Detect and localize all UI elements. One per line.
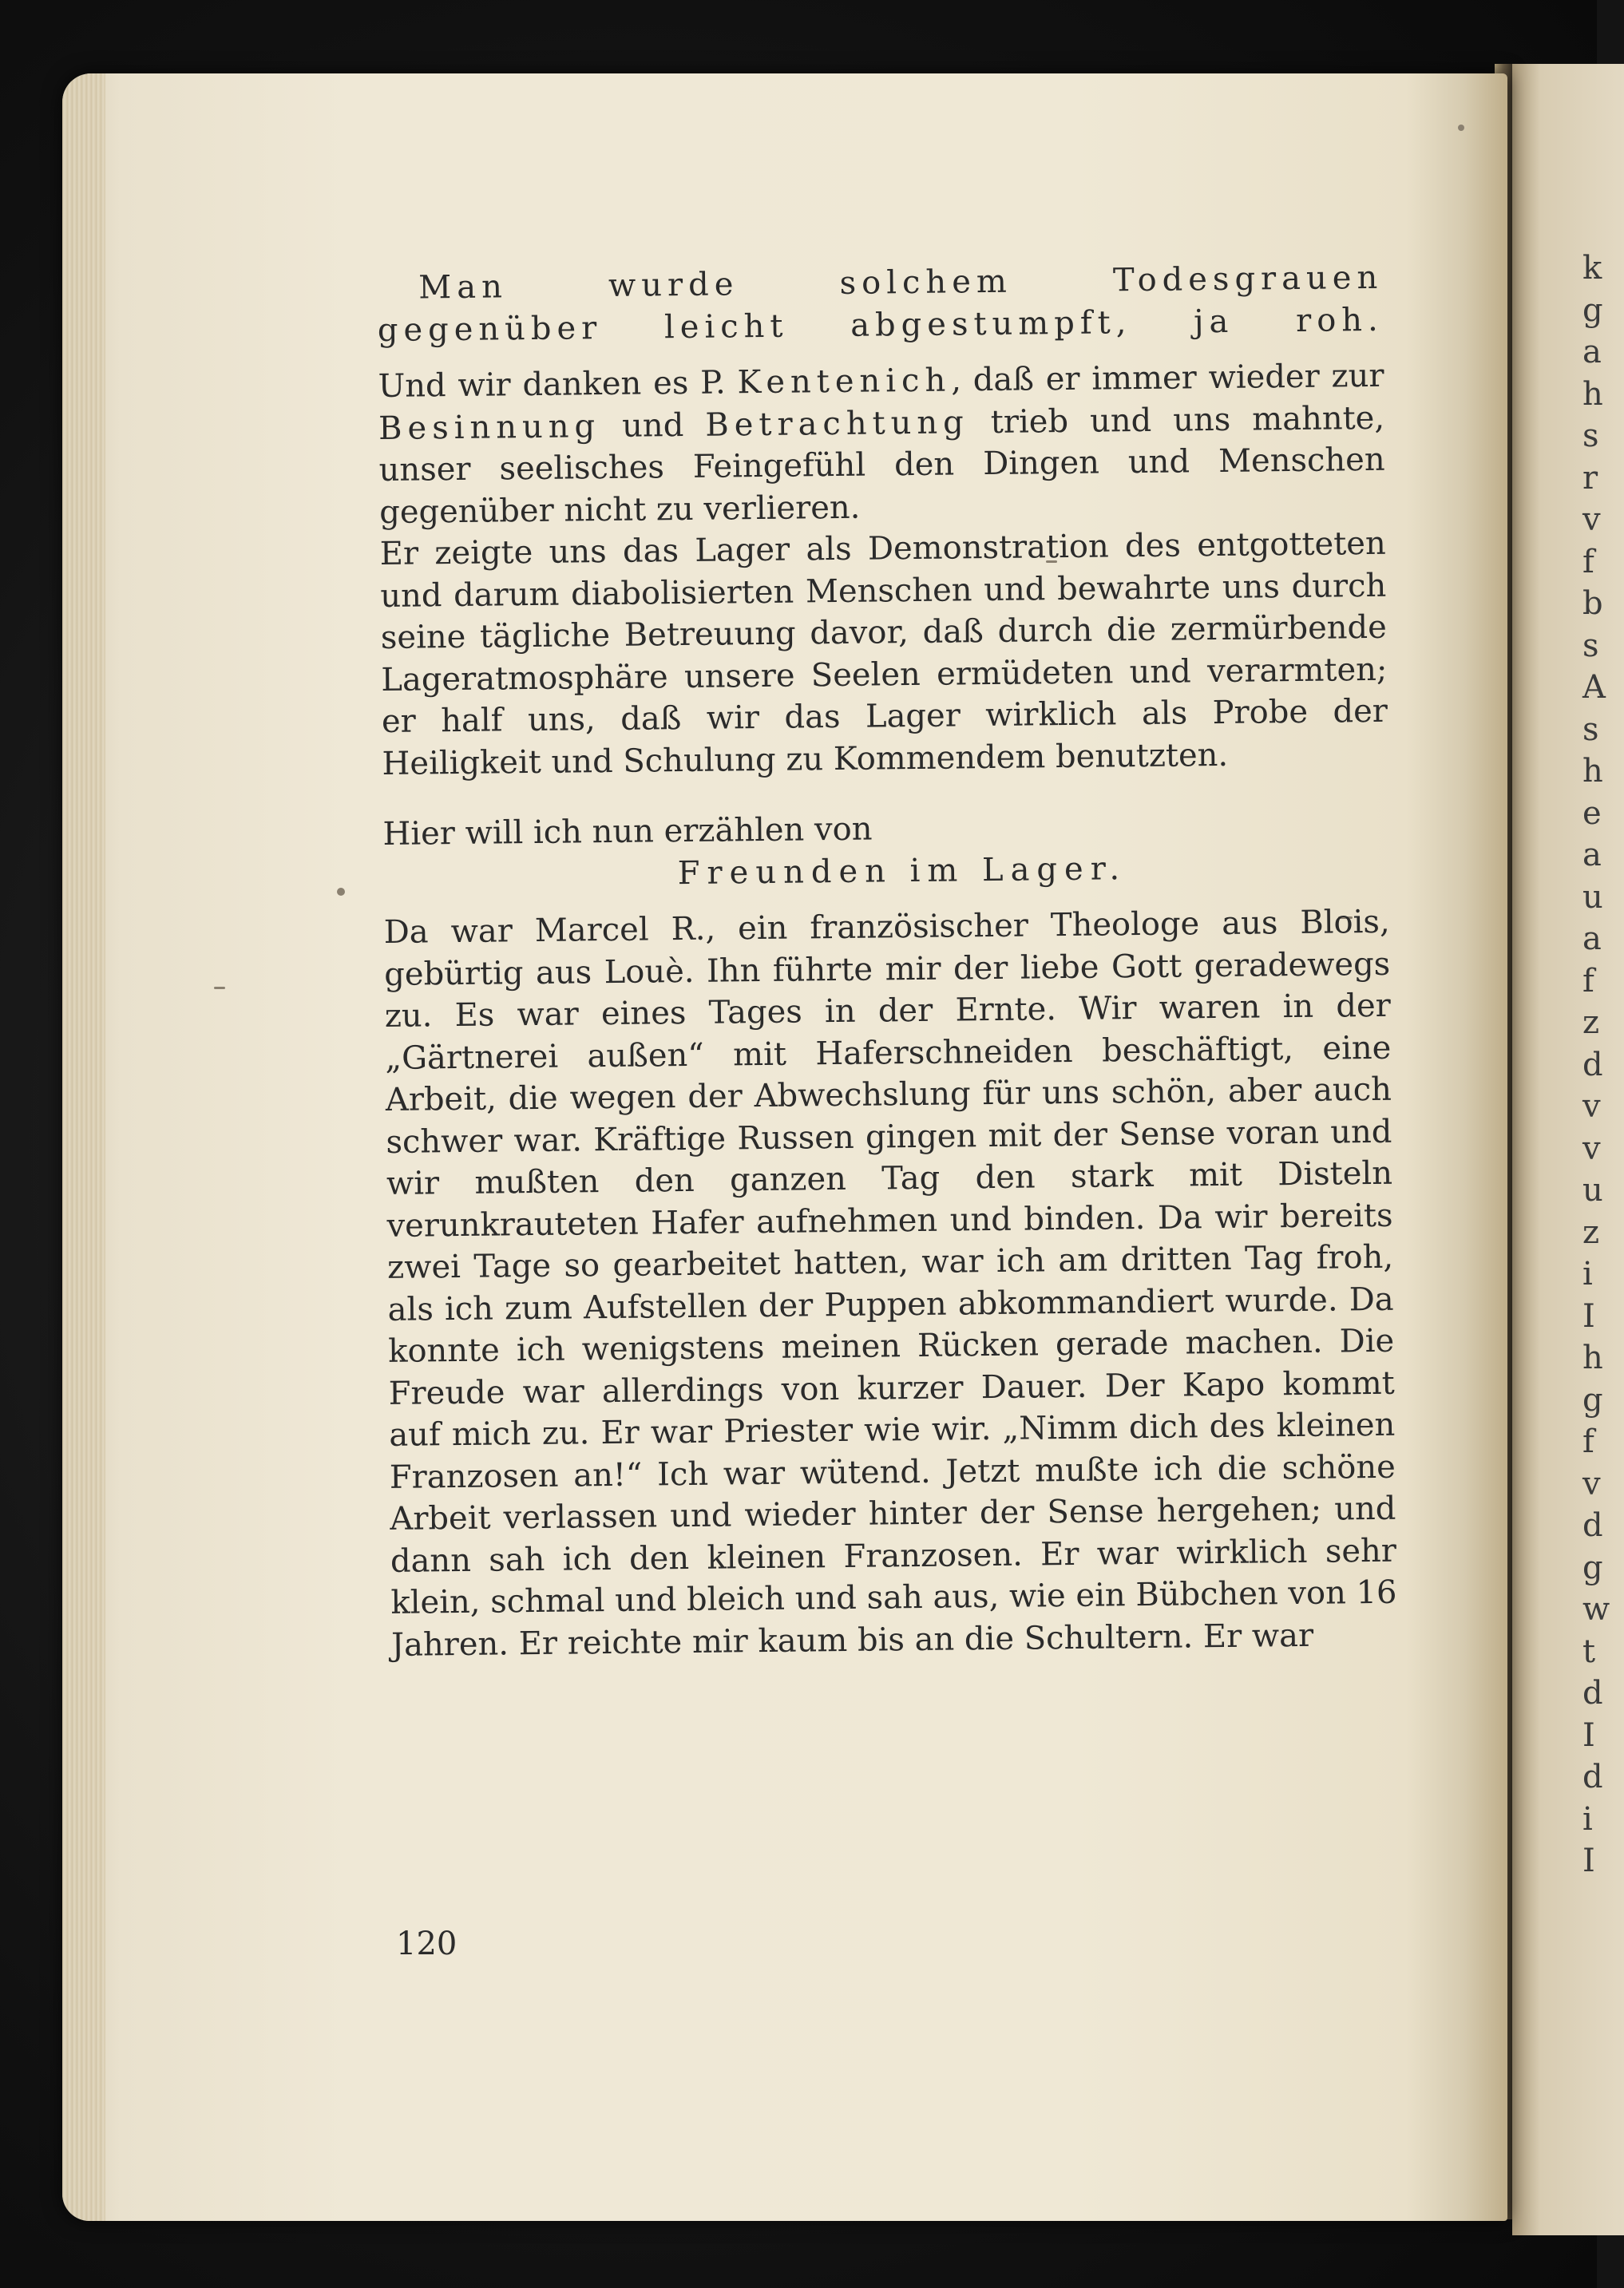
paragraph-2: Er zeigte uns das Lager als Demonstration des entgotteten und darum diabolisierten Menschen und bewahrte uns durch seine tägliche Betreuung davor, daß durch die zermürbende Lageratmosphäre unsere Seelen ermüdeten und verarmten; er half uns, daß wir das Lager wirklich als Probe der Heiligkeit und Schulung zu Kommendem benutzten. bbox=[379, 524, 1388, 782]
page-number: 120 bbox=[396, 1926, 457, 1962]
facing-page-text: k g a h s r v f b s A s h e a u a f z d v v u z i I h g f v d g w t d I d i I bbox=[1582, 250, 1610, 1879]
paragraph-1-text-a: Und wir danken es P. bbox=[378, 364, 738, 405]
intro-line-2: gegenüber leicht abgestumpft, ja roh. bbox=[377, 301, 1384, 349]
paragraph-1-text-b: , daß er immer wieder zur bbox=[950, 357, 1384, 399]
facing-page bbox=[1512, 64, 1624, 2235]
intro-sentence: Hier will ich nun erzählen von bbox=[382, 810, 873, 853]
paragraph-3: Da war Marcel R., ein französischer Theologe aus Blois, gebürtig aus Louè. Ihn führte mir der liebe Gott geradewegs zu. Es war eines Tages in der Ernte. Wir waren in der „Gärtnerei außen“ mit Haferschneiden beschäftigt, eine Arbeit, die wegen der Abwechslung für uns schön, aber auch schwer war. Kräftige Russen gingen mit der Sense voran und wir mußten den ganzen Tag den stark mit Disteln verunkrauteten Hafer aufnehmen und binden. Da wir bereits zwei Tage so gearbeitet hatten, war ich am dritten Tag froh, als ich zum Aufstellen der Puppen abkommandiert wurde. Da konnte ich wenigstens meinen Rücken gerade machen. Die Freude war allerdings von kurzer Dauer. Der Kapo kommt auf mich zu. Er war Priester wie wir. „Nimm dich des kleinen Franzosen an!“ Ich war wütend. Jetzt mußte ich die schöne Arbeit verlassen und wieder hinter der Sense hergehen; und dann sah ich den kleinen Franzosen. Er war wirklich sehr klein, schmal und bleich und sah aus, wie ein Bübchen von 16 Jahren. Er reichte mir kaum bis an die Schultern. Er war bbox=[383, 903, 1397, 1664]
paragraph-1 bbox=[378, 355, 1385, 533]
page-body bbox=[377, 257, 1397, 1666]
paragraph-1-text-c: und bbox=[600, 406, 706, 445]
paper-speck bbox=[337, 888, 345, 896]
page-edge bbox=[62, 73, 105, 2221]
word-besinnung: Besinnung bbox=[378, 407, 601, 447]
intro-line-1: Man wurde solchem Todesgrauen bbox=[418, 259, 1384, 307]
word-betrachtung: Betrachtung bbox=[705, 403, 970, 444]
section-heading: Freunden im Lager. bbox=[677, 849, 1127, 892]
paper-speck bbox=[214, 987, 225, 989]
paragraph-1-text-d: trieb und uns mahnte, unser seelisches Feingefühl den Dingen und Menschen gegenüber nicht zu verlieren. bbox=[378, 399, 1385, 531]
paper-speck bbox=[1458, 125, 1464, 131]
name-kentenich: Kentenich bbox=[737, 362, 952, 402]
